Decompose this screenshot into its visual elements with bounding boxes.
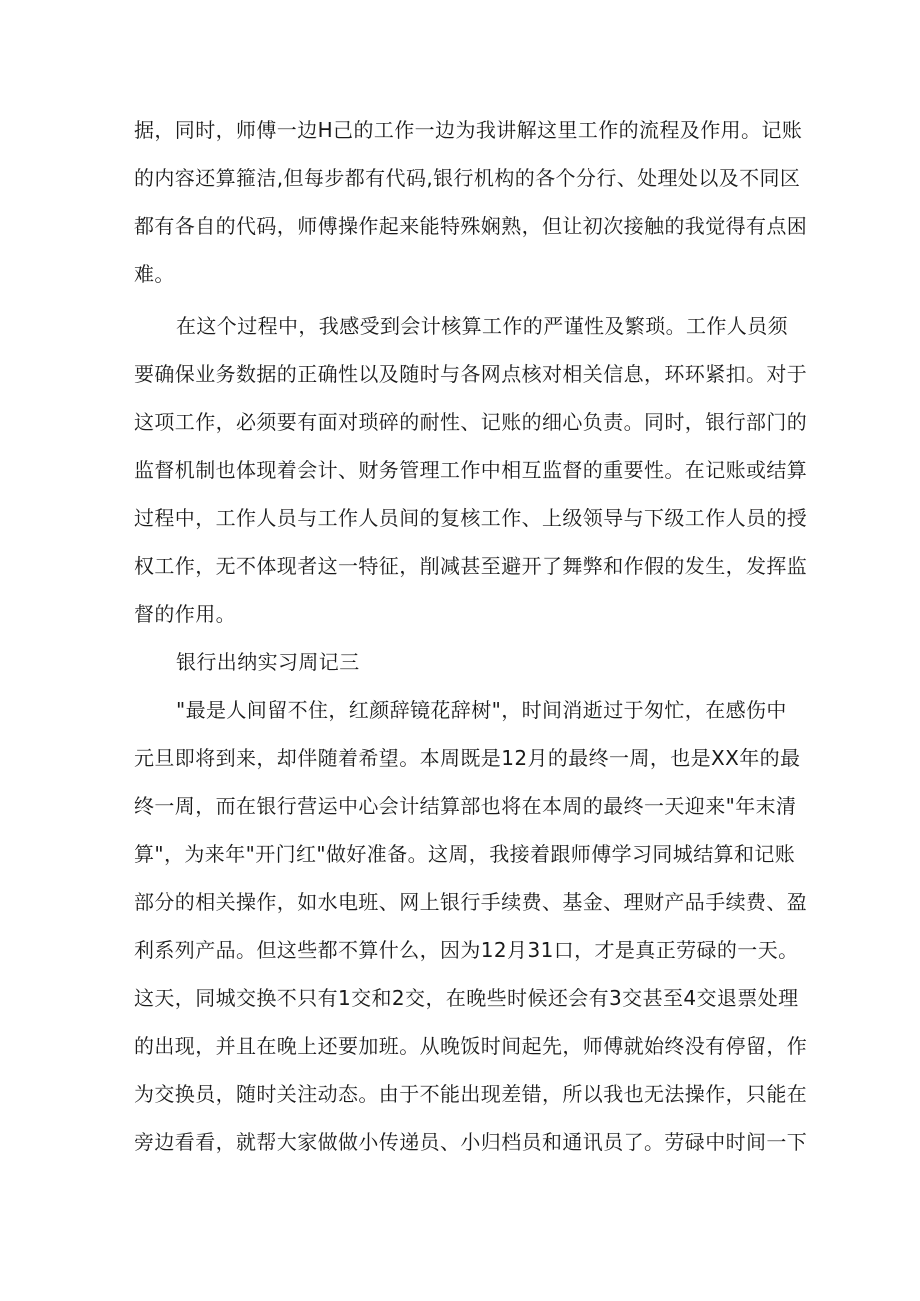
paragraph-line: 旁边看看，就帮大家做做小传递员、小归档员和通讯员了。劳碌中时间一下 <box>134 1130 808 1154</box>
paragraph-line: 要确保业务数据的正确性以及随时与各网点核对相关信息，环环紧扣。对于 <box>134 362 808 386</box>
paragraph-line: 的出现，并且在晚上还要加班。从晚饭时间起先，师傅就始终没有停留，作 <box>134 1034 808 1058</box>
paragraph-line: 利系列产品。但这些都不算什么，因为12月31口，才是真正劳碌的一天。 <box>134 938 799 962</box>
paragraph-line: "最是人间留不住，红颜辞镜花辞树"，时间消逝过于匆忙，在感伤中 <box>176 698 787 722</box>
paragraph-line: 这项工作，必须要有面对琐碎的耐性、记账的细心负责。同时，银行部门的 <box>134 410 808 434</box>
paragraph-line: 难。 <box>134 262 175 286</box>
paragraph-line: 终一周，而在银行营运中心会计结算部也将在本周的最终一天迎来"年末清 <box>134 794 797 818</box>
paragraph-line: 这天，同城交换不只有1交和2交，在晚些时候还会有3交甚至4交退票处理 <box>134 986 799 1010</box>
paragraph-line: 监督机制也体现着会计、财务管理工作中相互监督的重要性。在记账或结算 <box>134 458 808 482</box>
paragraph-line: 的内容还算箍洁,但每步都有代码,银行机构的各个分行、处理处以及不同区 <box>134 166 801 190</box>
paragraph-line: 部分的相关操作，如水电班、网上银行手续费、基金、理财产品手续费、盈 <box>134 890 808 914</box>
paragraph-line: 元旦即将到来，却伴随着希望。本周既是12月的最终一周，也是XX年的最 <box>134 746 801 770</box>
paragraph-line: 都有各自的代码，师傅操作起来能特殊娴熟，但让初次接触的我觉得有点困 <box>134 214 808 238</box>
paragraph-line: 为交换员，随时关注动态。由于不能出现差错，所以我也无法操作，只能在 <box>134 1082 808 1106</box>
paragraph-line: 算"，为来年"开门红"做好准备。这周，我接着跟师傅学习同城结算和记账 <box>134 842 796 866</box>
section-title: 银行出纳实习周记三 <box>176 650 360 674</box>
paragraph-line: 督的作用。 <box>134 602 236 626</box>
paragraph-line: 在这个过程中，我感受到会计核算工作的严谨性及繁琐。工作人员须 <box>176 314 788 338</box>
paragraph-line: 权工作，无不体现者这一特征，削减甚至避开了舞弊和作假的发生，发挥监 <box>134 554 808 578</box>
paragraph-line: 据，同时，师傅一边H己的工作一边为我讲解这里工作的流程及作用。记账 <box>134 118 803 142</box>
paragraph-line: 过程中，工作人员与工作人员间的复核工作、上级领导与下级工作人员的授 <box>134 506 808 530</box>
